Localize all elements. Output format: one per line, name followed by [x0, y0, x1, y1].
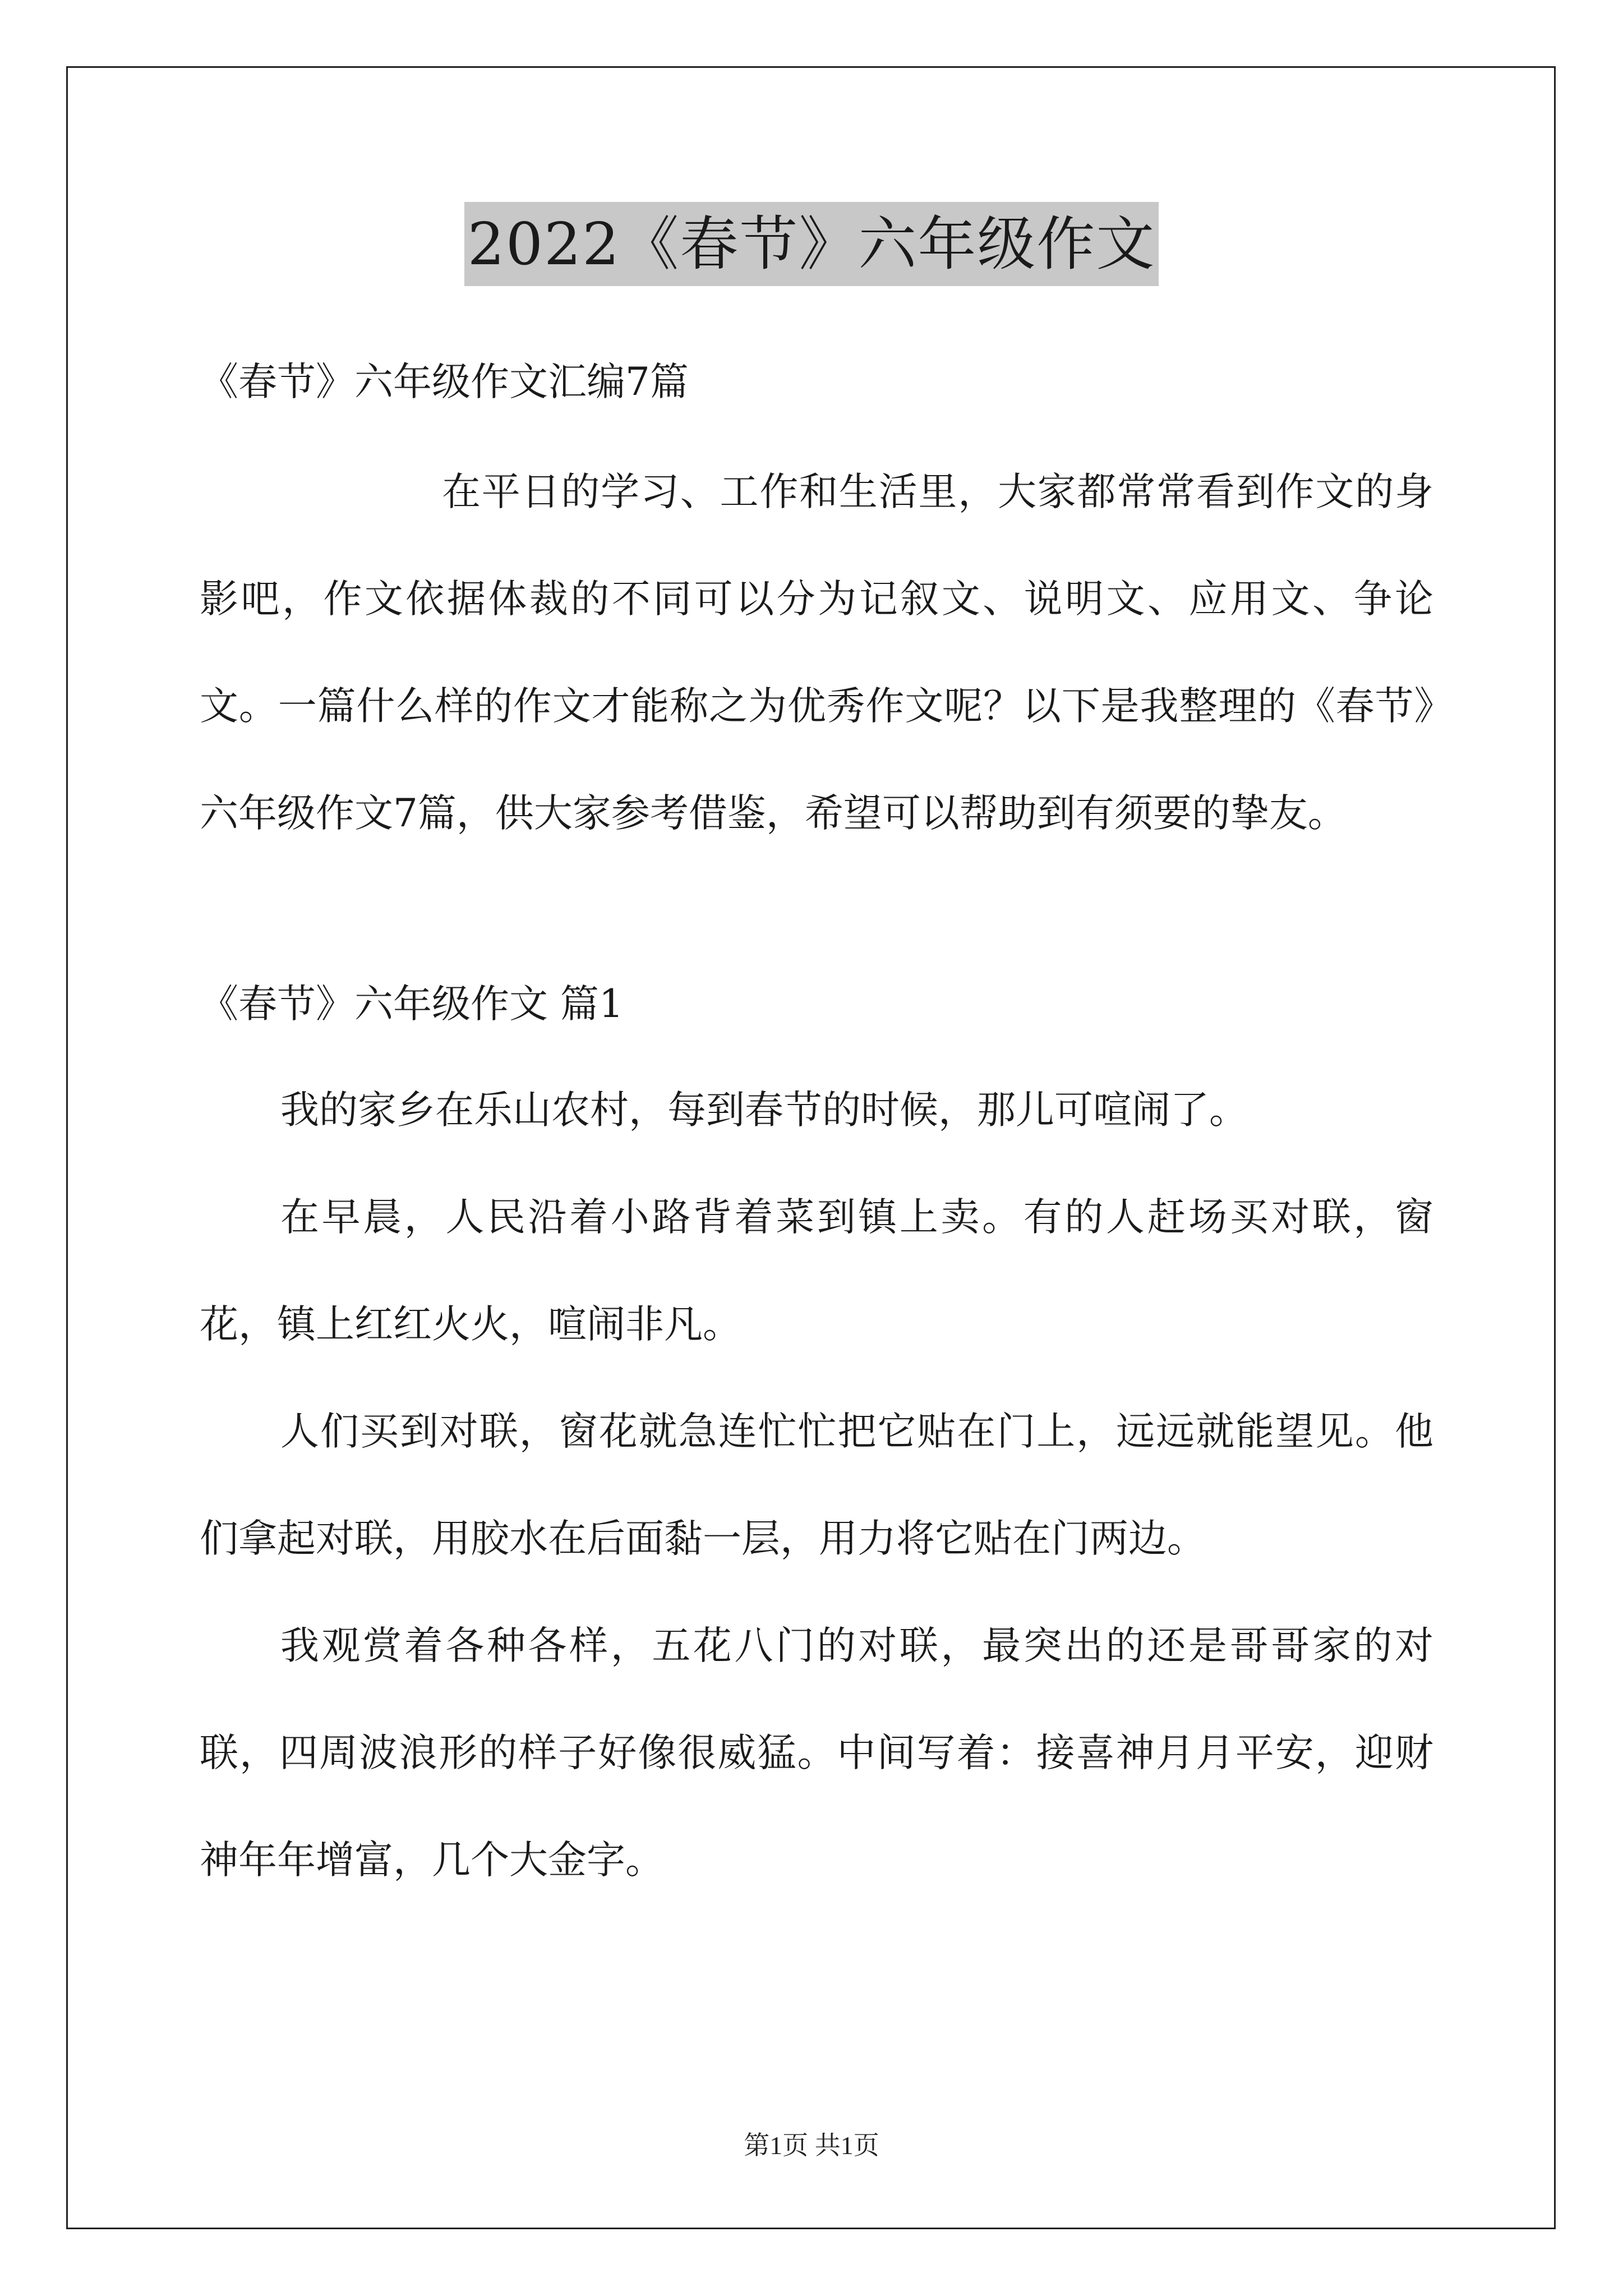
body-paragraph: 我观赏着各种各样，五花八门的对联，最突出的还是哥哥家的对联，四周波浪形的样子好像很威猛。中间写着：接喜神月月平安，迎财神年年增富，几个大金字。 [200, 1623, 1433, 1883]
document-subtitle: 《春节》六年级作文汇编7篇 [200, 360, 689, 404]
page-footer: 第1页 共1页 [744, 2131, 879, 2160]
body-paragraph: 在早晨，人民沿着小路背着菜到镇上卖。有的人赶场买对联，窗花，镇上红红火火，喧闹非凡。 [200, 1195, 1433, 1347]
document-body [200, 348, 1433, 1914]
section-heading: 《春节》六年级作文 篇1 [200, 982, 624, 1027]
body-paragraph: 我的家乡在乐山农村，每到春节的时候，那儿可喧闹了。 [280, 1088, 1248, 1133]
title-container [0, 202, 1623, 286]
intro-paragraph: 在平日的学习、工作和生活里，大家都常常看到作文的身影吧，作文依据体裁的不同可以分为记叙文、说明文、应用文、争论文。一篇什么样的作文才能称之为优秀作文呢？以下是我整理的《春节》六年级作文7篇，供大家参考借鉴，希望可以帮助到有须要的挚友。 [200, 470, 1433, 836]
document-title: 2022《春节》六年级作文 [464, 202, 1159, 286]
body-paragraph: 人们买到对联，窗花就急连忙忙把它贴在门上，远远就能望见。他们拿起对联，用胶水在后面黏一层，用力将它贴在门两边。 [200, 1409, 1433, 1561]
